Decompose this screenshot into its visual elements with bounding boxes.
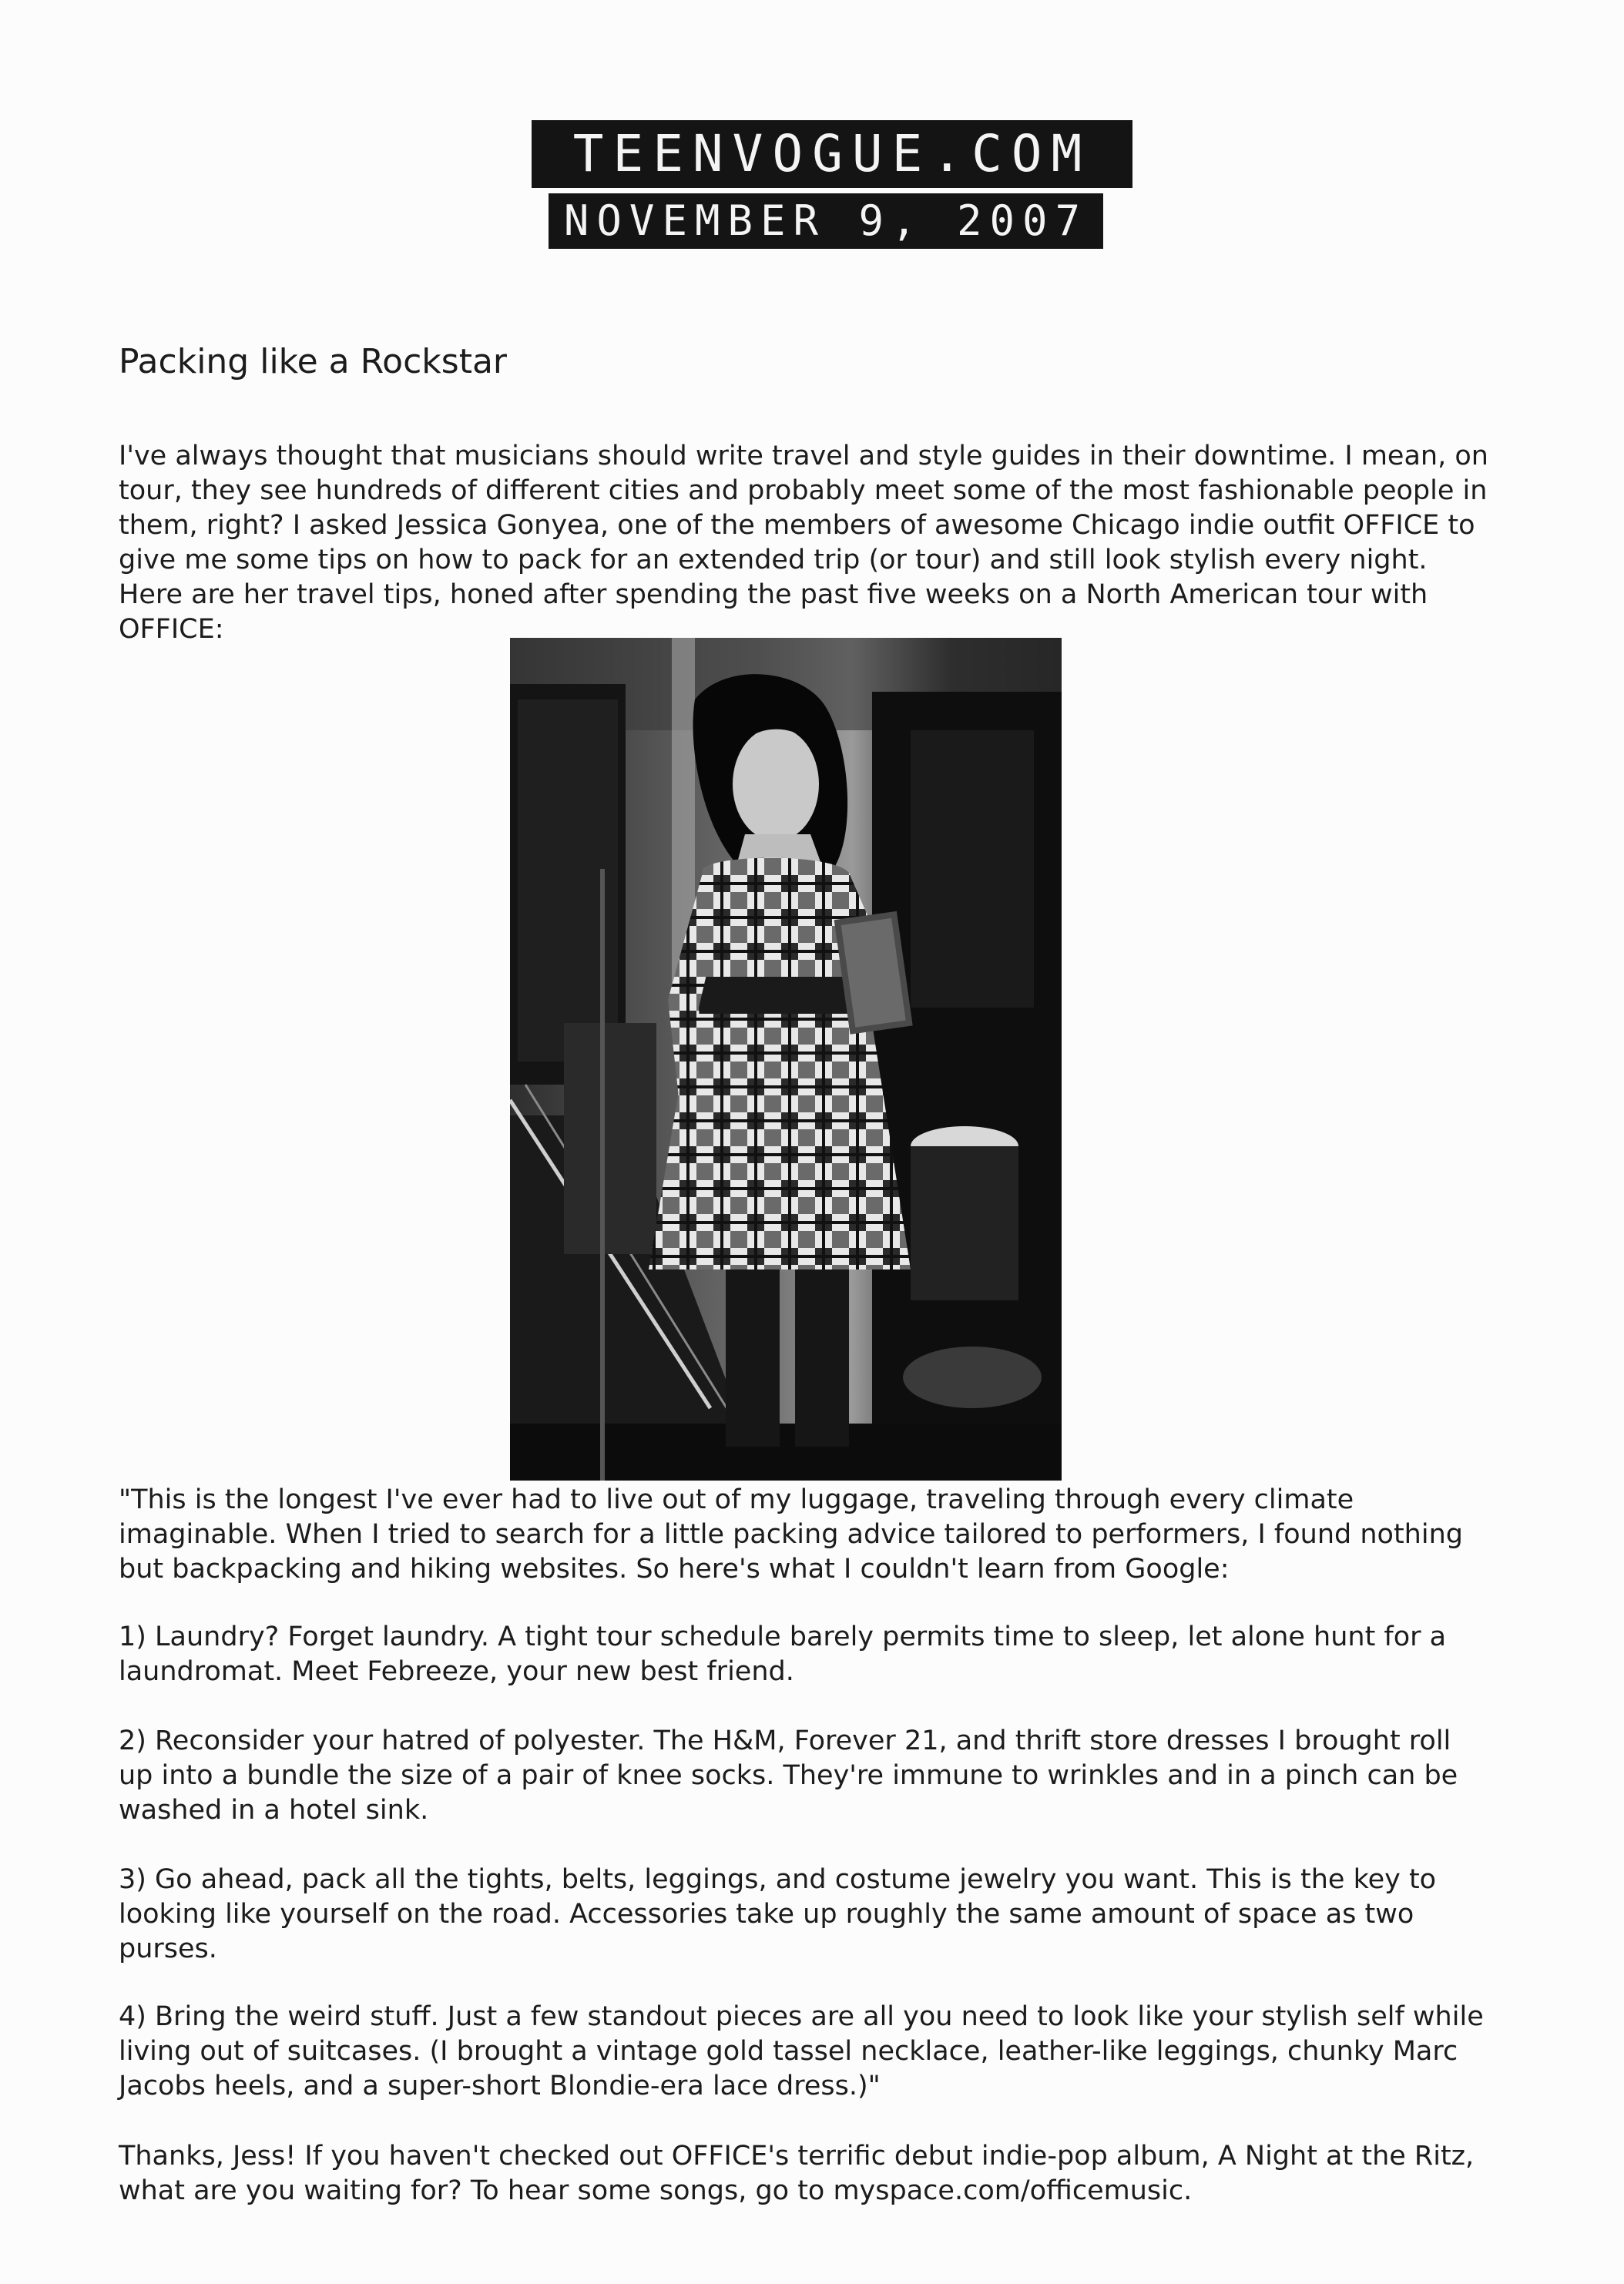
site-label-strip: TEENVOGUE.COM	[532, 120, 1132, 188]
outro-paragraph: Thanks, Jess! If you haven't checked out OFFICE's terrific debut indie-pop album, A Night at the Ritz, what are you waiting for? To hear some songs, go to myspace.com/officemusic.	[119, 2141, 1475, 2206]
performer-photo	[510, 638, 1062, 1481]
quote-paragraph: "This is the longest I've ever had to live out of my luggage, traveling through every climate imaginable. When I tried to search for a little packing advice tailored to performers, I found nothing but backpacking and hiking websites. So here's what I couldn't learn from Google:	[119, 1484, 1463, 1585]
photo-illustration	[510, 638, 1062, 1481]
tip-1-paragraph: 1) Laundry? Forget laundry. A tight tour schedule barely permits time to sleep, let alone hunt for a laundromat. Meet Febreeze, your new best friend.	[119, 1622, 1447, 1687]
date-label-strip: NOVEMBER 9, 2007	[549, 193, 1103, 249]
article-title: Packing like a Rockstar	[119, 342, 508, 381]
tip-2-paragraph: 2) Reconsider your hatred of polyester. The H&M, Forever 21, and thrift store dresses I brought roll up into a bundle the size of a pair of knee socks. They're immune to wrinkles and in a pinch can be washed in a hotel sink.	[119, 1726, 1458, 1826]
intro-paragraph: I've always thought that musicians should write travel and style guides in their downtime. I mean, on tour, they see hundreds of different cities and probably meet some of the most fashionable people in them, right? I asked Jessica Gonyea, one of the members of awesome Chicago indie outfit OFFICE to give me some tips on how to pack for an extended trip (or tour) and still look stylish every night. Here are her travel tips, honed after spending the past five weeks on a North American tour with OFFICE:	[119, 441, 1488, 645]
tip-4-paragraph: 4) Bring the weird stuff. Just a few standout pieces are all you need to look like your stylish self while living out of suitcases. (I brought a vintage gold tassel necklace, leather-like leggings, chunky Marc Jacobs heels, and a super-short Blondie-era lace dress.)"	[119, 2001, 1484, 2101]
tip-3-paragraph: 3) Go ahead, pack all the tights, belts, leggings, and costume jewelry you want. This is the key to looking like yourself on the road. Accessories take up roughly the same amount of space as two purses.	[119, 1864, 1437, 1964]
